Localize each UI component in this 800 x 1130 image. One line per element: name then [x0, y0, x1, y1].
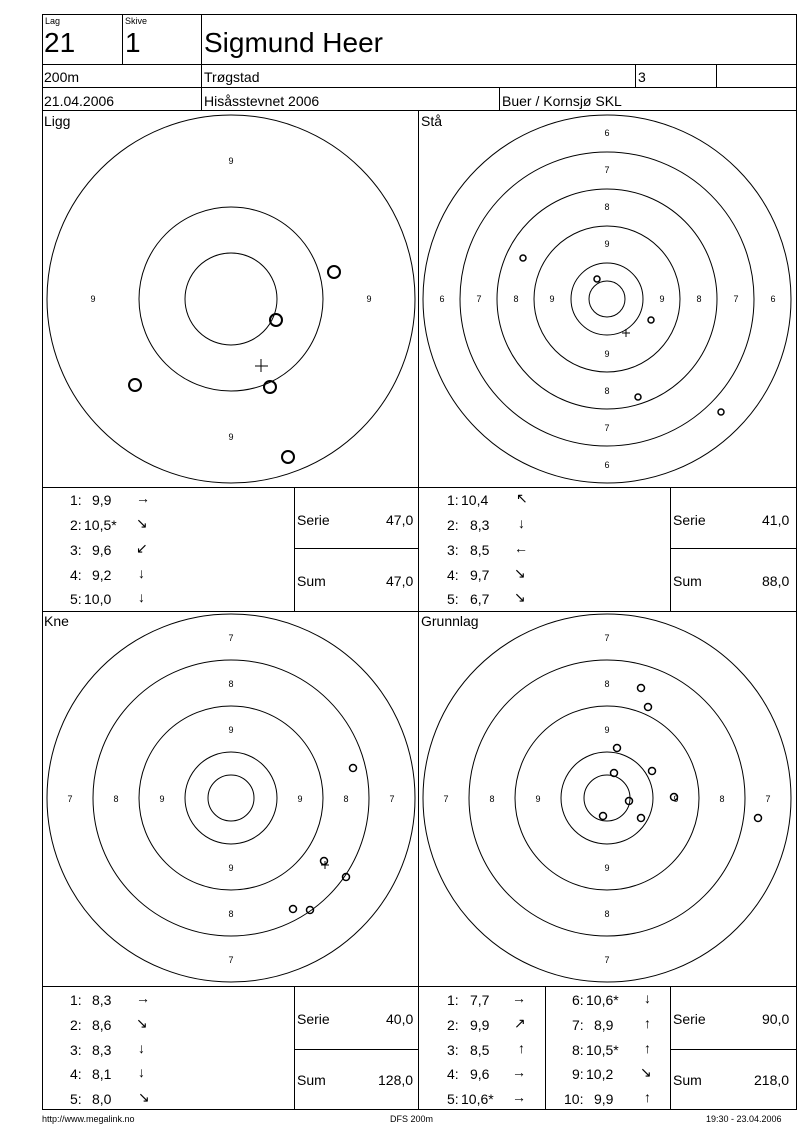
ring-label: 6 [604, 128, 610, 138]
shot-direction-arrow-icon: → [512, 1064, 526, 1080]
ring-label: 8 [343, 794, 349, 804]
shot-direction-arrow-icon: ↘ [640, 1064, 652, 1080]
ring-label: 9 [228, 863, 234, 873]
lag-label: Lag [45, 16, 61, 26]
ring-label: 7 [67, 794, 73, 804]
shot-score: 8,3 [92, 1042, 112, 1058]
shot-hole [611, 770, 618, 777]
shot-hole [649, 768, 656, 775]
shot-direction-arrow-icon: → [512, 1089, 526, 1105]
ring-label: 6 [439, 294, 445, 304]
shot-hole [718, 409, 724, 415]
shot-label: 6: [572, 992, 584, 1008]
ring-label: 9 [604, 239, 610, 249]
ring-label: 9 [366, 294, 372, 304]
ring-label: 7 [604, 165, 610, 175]
shot-direction-arrow-icon: ↙ [136, 540, 148, 556]
ring-label: 9 [159, 794, 165, 804]
ring-label: 9 [90, 294, 96, 304]
shot-hole [755, 815, 762, 822]
shot-direction-arrow-icon: ↓ [138, 589, 145, 605]
club-name: Buer / Kornsjø SKL [502, 93, 622, 109]
ring-label: 6 [770, 294, 776, 304]
skive-label: Skive [125, 16, 148, 26]
shot-direction-arrow-icon: ↑ [644, 1040, 651, 1056]
shot-label: 5: [70, 1091, 82, 1107]
shot-direction-arrow-icon: ↑ [644, 1089, 651, 1105]
serie-value: 90,0 [762, 1011, 790, 1027]
ring-label: 9 [604, 349, 610, 359]
shot-hole [328, 266, 340, 278]
place: Trøgstad [204, 69, 260, 85]
target-title-ligg: Ligg [44, 113, 71, 129]
target-kne [47, 614, 415, 982]
shot-label: 3: [447, 1042, 459, 1058]
shot-direction-arrow-icon: ↑ [644, 1015, 651, 1031]
distance: 200m [44, 69, 80, 85]
event-name: Hisåsstevnet 2006 [204, 93, 320, 109]
center-mark-ligg [255, 359, 268, 372]
sum-value: 218,0 [754, 1072, 790, 1088]
sum-value: 88,0 [762, 573, 790, 589]
ring-label: 8 [489, 794, 495, 804]
shot-score: 9,6 [92, 542, 112, 558]
ring-label: 9 [297, 794, 303, 804]
shot-label: 2: [447, 1017, 459, 1033]
ring-label: 9 [659, 294, 665, 304]
ring-label: 9 [535, 794, 541, 804]
footer-url-link[interactable]: http://www.megalink.no [42, 1114, 135, 1124]
target-title-kne: Kne [44, 613, 69, 629]
sum-value: 47,0 [386, 573, 414, 589]
shot-direction-arrow-icon: ↘ [138, 1089, 150, 1105]
shooter-name: Sigmund Heer [204, 27, 383, 58]
shot-score: 7,7 [470, 992, 490, 1008]
ring-labels-grunnlag [443, 633, 770, 965]
target-ligg [47, 115, 415, 483]
shot-hole [350, 765, 357, 772]
sum-value: 128,0 [378, 1072, 414, 1088]
shot-direction-arrow-icon: ↓ [138, 1040, 145, 1056]
target-title-sta: Stå [421, 113, 443, 129]
ring-label: 8 [228, 909, 234, 919]
ring-label: 9 [604, 863, 610, 873]
sum-label: Sum [673, 573, 702, 589]
ring-label: 7 [389, 794, 395, 804]
ring-label: 7 [443, 794, 449, 804]
shot-label: 7: [572, 1017, 584, 1033]
shot-score: 10,4 [461, 492, 489, 508]
shot-hole [594, 276, 600, 282]
sum-label: Sum [297, 1072, 326, 1088]
class-value: 3 [638, 69, 646, 85]
shot-label: 1: [70, 992, 82, 1008]
shot-label: 2: [447, 517, 459, 533]
ring-label: 8 [113, 794, 119, 804]
shot-hole [321, 858, 328, 865]
ring-label: 7 [228, 633, 234, 643]
shot-direction-arrow-icon: ↖ [516, 490, 528, 506]
shot-label: 1: [70, 492, 82, 508]
shot-hole [282, 451, 294, 463]
shot-label: 3: [70, 542, 82, 558]
shot-score: 8,0 [92, 1091, 112, 1107]
shot-label: 3: [447, 542, 459, 558]
shot-direction-arrow-icon: ↓ [644, 990, 651, 1006]
ring-label: 7 [604, 423, 610, 433]
shot-label: 5: [447, 591, 459, 607]
shot-score: 10,2 [586, 1066, 614, 1082]
ring-label: 7 [733, 294, 739, 304]
shot-score: 9,9 [92, 492, 112, 508]
ring-label: 8 [719, 794, 725, 804]
shot-score: 10,6* [461, 1091, 494, 1107]
ring-label: 7 [476, 294, 482, 304]
shot-label: 5: [70, 591, 82, 607]
ring-labels-ligg [90, 156, 371, 442]
serie-value: 41,0 [762, 512, 790, 528]
target-title-grunnlag: Grunnlag [421, 613, 479, 629]
shot-hole [645, 704, 652, 711]
shot-label: 3: [70, 1042, 82, 1058]
shot-score: 8,5 [470, 542, 490, 558]
sum-label: Sum [673, 1072, 702, 1088]
ring-label: 7 [604, 633, 610, 643]
ring-label: 8 [604, 202, 610, 212]
shot-score: 9,7 [470, 567, 490, 583]
shot-label: 9: [572, 1066, 584, 1082]
footer-timestamp: 19:30 - 23.04.2006 [706, 1114, 782, 1124]
ring-label: 8 [604, 909, 610, 919]
serie-label: Serie [673, 1011, 706, 1027]
ring-label: 8 [228, 679, 234, 689]
shot-direction-arrow-icon: → [136, 490, 150, 506]
shot-score: 8,5 [470, 1042, 490, 1058]
ring-label: 8 [604, 386, 610, 396]
shot-label: 5: [447, 1091, 459, 1107]
shot-hole [635, 394, 641, 400]
shot-score: 8,9 [594, 1017, 614, 1033]
shot-score: 9,6 [470, 1066, 490, 1082]
shot-score: 10,6* [586, 992, 619, 1008]
shot-hole [600, 813, 607, 820]
serie-label: Serie [297, 1011, 330, 1027]
ring-label: 9 [673, 794, 679, 804]
shot-hole [614, 745, 621, 752]
date: 21.04.2006 [44, 93, 115, 109]
ring-label: 8 [604, 679, 610, 689]
shot-score: 10,5* [586, 1042, 619, 1058]
shot-score: 8,3 [92, 992, 112, 1008]
shot-score: 10,0 [84, 591, 112, 607]
lag-value: 21 [44, 27, 76, 58]
shot-score: 6,7 [470, 591, 490, 607]
shot-score: 8,3 [470, 517, 490, 533]
shot-direction-arrow-icon: ↓ [138, 565, 145, 581]
ring-labels-kne [67, 633, 394, 965]
ring-label: 8 [696, 294, 702, 304]
shot-label: 4: [70, 567, 82, 583]
skive-value: 1 [125, 27, 141, 58]
shot-label: 4: [447, 1066, 459, 1082]
shot-score: 8,6 [92, 1017, 112, 1033]
ring-label: 6 [604, 460, 610, 470]
shot-hole [290, 906, 297, 913]
sum-label: Sum [297, 573, 326, 589]
shot-score: 10,5* [84, 517, 117, 533]
ring-label: 9 [549, 294, 555, 304]
shot-hole [638, 815, 645, 822]
shot-direction-arrow-icon: ↘ [514, 589, 526, 605]
shot-direction-arrow-icon: ↘ [136, 515, 148, 531]
serie-value: 40,0 [386, 1011, 414, 1027]
shot-label: 2: [70, 517, 82, 533]
shot-direction-arrow-icon: ↗ [514, 1015, 526, 1031]
shot-label: 8: [572, 1042, 584, 1058]
shot-label: 10: [564, 1091, 584, 1107]
shot-direction-arrow-icon: ↓ [518, 515, 525, 531]
shot-label: 1: [447, 492, 459, 508]
shots-ligg [129, 266, 340, 463]
target-grunnlag [423, 614, 791, 982]
serie-value: 47,0 [386, 512, 414, 528]
shot-hole [638, 685, 645, 692]
ring-label: 8 [513, 294, 519, 304]
shot-score: 9,9 [470, 1017, 490, 1033]
shot-score: 8,1 [92, 1066, 112, 1082]
serie-label: Serie [297, 512, 330, 528]
ring-label: 7 [765, 794, 771, 804]
shot-hole [520, 255, 526, 261]
shot-label: 2: [70, 1017, 82, 1033]
shot-direction-arrow-icon: ↘ [136, 1015, 148, 1031]
shot-direction-arrow-icon: ↑ [518, 1040, 525, 1056]
shot-direction-arrow-icon: → [512, 990, 526, 1006]
serie-label: Serie [673, 512, 706, 528]
shots-sta [520, 255, 724, 415]
shots-kne [290, 765, 357, 914]
shot-label: 4: [447, 567, 459, 583]
ring-label: 9 [604, 725, 610, 735]
ring-label: 9 [228, 156, 234, 166]
shot-score: 9,9 [594, 1091, 614, 1107]
shot-hole [648, 317, 654, 323]
footer-program: DFS 200m [390, 1114, 434, 1124]
shot-label: 4: [70, 1066, 82, 1082]
ring-label: 9 [228, 432, 234, 442]
ring-label: 9 [228, 725, 234, 735]
shot-direction-arrow-icon: ↓ [138, 1064, 145, 1080]
shot-score: 9,2 [92, 567, 112, 583]
shot-direction-arrow-icon: → [136, 990, 150, 1006]
shot-hole [129, 379, 141, 391]
ring-label: 7 [604, 955, 610, 965]
ring-label: 7 [228, 955, 234, 965]
ring-labels-sta [439, 128, 775, 470]
shot-direction-arrow-icon: ↘ [514, 565, 526, 581]
shot-direction-arrow-icon: ← [514, 540, 528, 556]
shot-label: 1: [447, 992, 459, 1008]
center-mark-sta [622, 329, 630, 337]
